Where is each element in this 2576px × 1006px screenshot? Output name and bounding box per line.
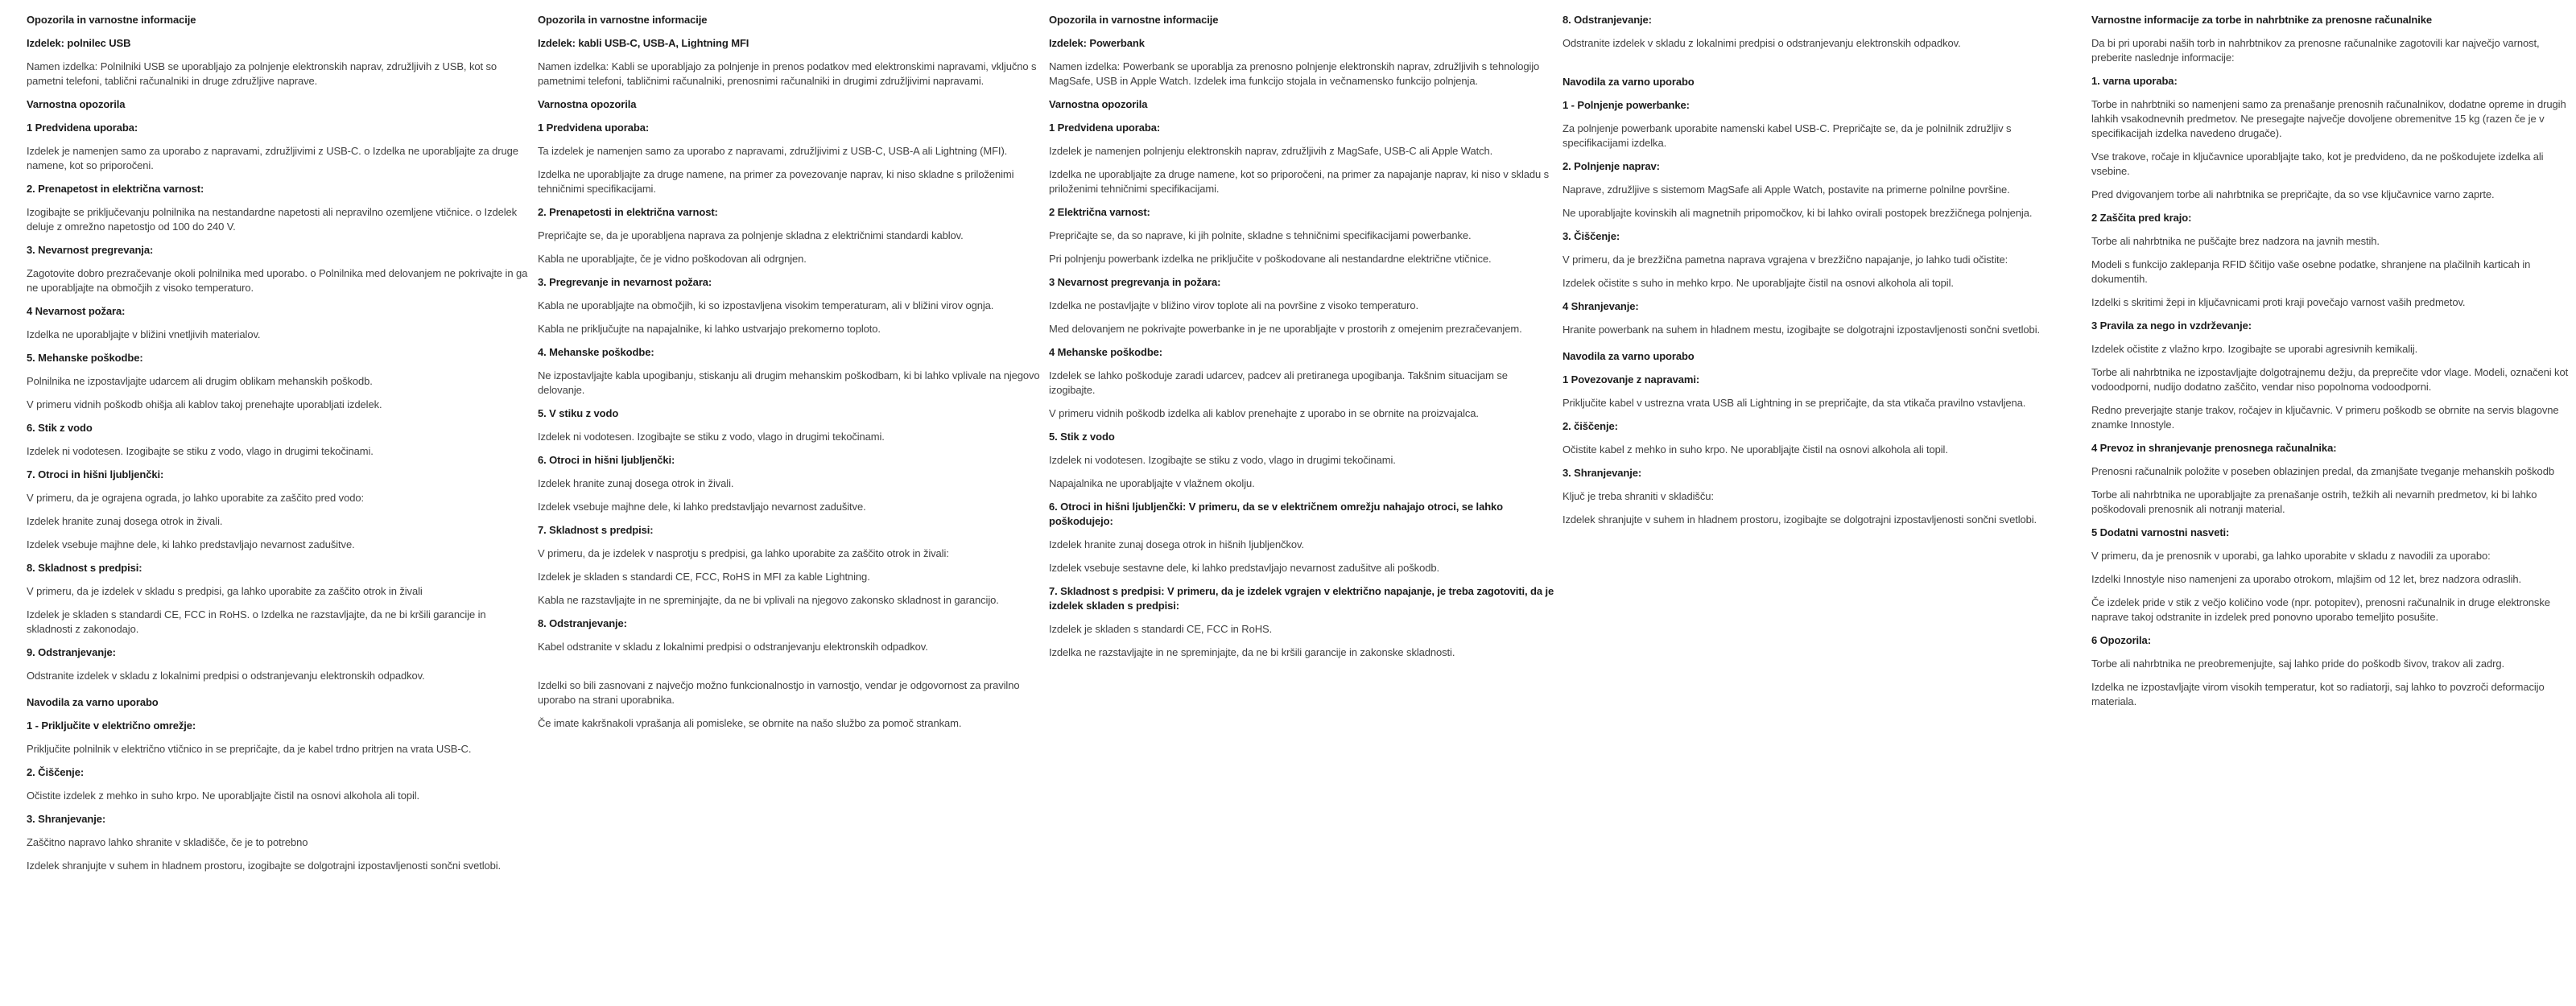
paragraph: V primeru, da je izdelek v nasprotju s predpisi, ga lahko uporabite za zaščito otrok in živali: bbox=[538, 547, 949, 559]
paragraph: Izdelek hranite zunaj dosega otrok in živali. bbox=[27, 515, 223, 527]
paragraph: Izdelek vsebuje majhne dele, ki lahko predstavljajo nevarnost zadušitve. bbox=[538, 501, 866, 513]
paragraph: Torbe ali nahrbtnika ne puščajte brez nadzora na javnih mestih. bbox=[2091, 235, 2380, 247]
paragraph: Izdelka ne uporabljajte za druge namene, na primer za povezovanje naprav, ki niso skladne s priloženimi tehničnimi specifikacijami. bbox=[538, 168, 1014, 195]
section-heading: 2. čiščenje: bbox=[1563, 420, 1618, 432]
paragraph: Ključ je treba shraniti v skladišču: bbox=[1563, 490, 1714, 502]
section-heading: 7. Otroci in hišni ljubljenčki: bbox=[27, 468, 164, 480]
paragraph: Med delovanjem ne pokrivajte powerbanke in je ne uporabljajte v prostorih z omejenim prezračevanjem. bbox=[1049, 323, 1522, 335]
paragraph: Namen izdelka: Polnilniki USB se uporabljajo za polnjenje elektronskih naprav, združljivih z USB, kot so pametni telefoni, tablični računalniki in druge združljive naprave. bbox=[27, 60, 497, 87]
section-heading: 5. V stiku z vodo bbox=[538, 407, 619, 419]
paragraph: Kabla ne uporabljajte, če je vidno poškodovan ali odrgnjen. bbox=[538, 253, 807, 265]
paragraph: Izdelek shranjujte v suhem in hladnem prostoru, izogibajte se dolgotrajni izpostavljenosti sončni svetlobi. bbox=[1563, 513, 2037, 526]
paragraph: Očistite izdelek z mehko in suho krpo. Ne uporabljajte čistil na osnovi alkohola ali topil. bbox=[27, 790, 420, 802]
paragraph: Izdelka ne razstavljajte in ne spreminjajte, da ne bi kršili garancije in zakonske skladnosti. bbox=[1049, 646, 1455, 658]
paragraph: Ne uporabljajte kovinskih ali magnetnih pripomočkov, ki bi lahko ovirali postopek brezžičnega polnjenja. bbox=[1563, 207, 2033, 219]
paragraph: Prepričajte se, da je uporabljena naprava za polnjenje skladna z električnimi standardi kablov. bbox=[538, 229, 964, 241]
paragraph: V primeru, da je prenosnik v uporabi, ga lahko uporabite v skladu z navodili za uporabo: bbox=[2091, 550, 2491, 562]
paragraph: Če izdelek pride v stik z večjo količino vode (npr. potopitev), prenosni računalnik in druge elektronske naprave takoj odstranite in izdelek pred ponovno uporabo temeljito posušite. bbox=[2091, 596, 2550, 623]
paragraph: Izdelek ni vodotesen. Izogibajte se stiku z vodo, vlago in drugimi tekočinami. bbox=[27, 445, 374, 457]
paragraph: Izdelek hranite zunaj dosega otrok in hišnih ljubljenčkov. bbox=[1049, 538, 1304, 550]
paragraph: Napajalnika ne uporabljajte v vlažnem okolju. bbox=[1049, 477, 1255, 489]
paragraph: Torbe in nahrbtniki so namenjeni samo za prenašanje prenosnih računalnikov, dodatne opreme in drugih lahkih vsakodnevnih predmetov. Ne presegajte največje dovoljene obremenitve 15 kg (razen če je v specifikacijah izdelka navedeno drugače). bbox=[2091, 98, 2566, 139]
paragraph: Ta izdelek je namenjen samo za uporabo z napravami, združljivimi z USB-C, USB-A ali Lightning (MFI). bbox=[538, 145, 1008, 157]
section-heading: 1 Povezovanje z napravami: bbox=[1563, 373, 1700, 385]
paragraph: Priključite kabel v ustrezna vrata USB ali Lightning in se prepričajte, da sta vtikača pravilno vstavljena. bbox=[1563, 397, 2026, 409]
paragraph: V primeru, da je brezžična pametna naprava vgrajena v brezžično napajanje, jo lahko tudi očistite: bbox=[1563, 254, 2008, 266]
paragraph: Odstranite izdelek v skladu z lokalnimi predpisi o odstranjevanju elektronskih odpadkov. bbox=[1563, 37, 1961, 49]
section-heading: 1 - Polnjenje powerbanke: bbox=[1563, 99, 1690, 111]
paragraph: Prepričajte se, da so naprave, ki jih polnite, skladne s tehničnimi specifikacijami powerbanke. bbox=[1049, 229, 1472, 241]
section-heading: 4 Mehanske poškodbe: bbox=[1049, 346, 1163, 358]
paragraph: Redno preverjajte stanje trakov, ročajev in ključavnic. V primeru poškodb se obrnite na servis blagovne znamke Innostyle. bbox=[2091, 404, 2559, 431]
paragraph: Hranite powerbank na suhem in hladnem mestu, izogibajte se dolgotrajni izpostavljenosti sončni svetlobi. bbox=[1563, 324, 2040, 336]
section-heading: 2 Električna varnost: bbox=[1049, 206, 1150, 218]
paragraph: Kabla ne uporabljajte na območjih, ki so izpostavljena visokim temperaturam, ali v bližini virov ognja. bbox=[538, 299, 994, 311]
section-heading: 1 Predvidena uporaba: bbox=[1049, 122, 1161, 134]
paragraph: Kabel odstranite v skladu z lokalnimi predpisi o odstranjevanju elektronskih odpadkov. bbox=[538, 641, 928, 653]
column-cables-safety bbox=[538, 13, 1045, 740]
paragraph: Izdelek se lahko poškoduje zaradi udarcev, padcev ali pretiranega upogibanja. Takšnim situacijam se izogibajte. bbox=[1049, 369, 1508, 396]
section-heading: Varnostne informacije za torbe in nahrbtnike za prenosne računalnike bbox=[2091, 14, 2433, 26]
section-heading: Izdelek: kabli USB-C, USB-A, Lightning MFI bbox=[538, 37, 749, 49]
paragraph: V primeru vidnih poškodb ohišja ali kablov takoj prenehajte uporabljati izdelek. bbox=[27, 398, 382, 410]
section-heading: 1. varna uporaba: bbox=[2091, 75, 2178, 87]
section-heading: 3. Nevarnost pregrevanja: bbox=[27, 244, 154, 256]
section-heading: 5 Dodatni varnostni nasveti: bbox=[2091, 526, 2230, 538]
paragraph: Izdelek očistite s suho in mehko krpo. Ne uporabljajte čistil na osnovi alkohola ali topil. bbox=[1563, 277, 1954, 289]
paragraph: Modeli s funkcijo zaklepanja RFID ščitijo vaše osebne podatke, shranjene na plačilnih karticah in dokumentih. bbox=[2091, 258, 2531, 285]
paragraph: Izogibajte se priključevanju polnilnika na nestandardne napetosti ali nepravilno ozemljene vtičnice. o Izdelek deluje z omrežno napetostjo od 100 do 240 V. bbox=[27, 206, 518, 233]
section-heading: 2. Čiščenje: bbox=[27, 766, 85, 778]
section-heading: 3 Nevarnost pregrevanja in požara: bbox=[1049, 276, 1221, 288]
section-heading: Navodila za varno uporabo bbox=[1563, 350, 1695, 362]
paragraph: Zagotovite dobro prezračevanje okoli polnilnika med uporabo. o Polnilnika med delovanjem ne pokrivajte in ga ne uporabljajte na območjih z visoko temperaturo. bbox=[27, 267, 528, 294]
paragraph: Izdelek je skladen s standardi CE, FCC in RoHS. bbox=[1049, 623, 1273, 635]
paragraph: Kabla ne priključujte na napajalnike, ki lahko ustvarjajo prekomerno toploto. bbox=[538, 323, 881, 335]
paragraph: Izdelka ne uporabljajte v bližini vnetljivih materialov. bbox=[27, 328, 261, 340]
paragraph: Izdelki s skritimi žepi in ključavnicami proti kraji povečajo varnost vaših predmetov. bbox=[2091, 296, 2466, 308]
paragraph: Ne izpostavljajte kabla upogibanju, stiskanju ali drugim mehanskim poškodbam, ki bi lahko vplivale na njegovo delovanje. bbox=[538, 369, 1040, 396]
section-heading: Izdelek: polnilec USB bbox=[27, 37, 131, 49]
column-powerbank-safety bbox=[1049, 13, 1556, 669]
section-heading: Navodila za varno uporabo bbox=[27, 696, 159, 708]
paragraph: Naprave, združljive s sistemom MagSafe ali Apple Watch, postavite na primerne polnilne površine. bbox=[1563, 183, 2010, 196]
section-heading: 4 Shranjevanje: bbox=[1563, 300, 1639, 312]
paragraph: Torbe ali nahrbtnika ne preobremenjujte, saj lahko pride do poškodb šivov, trakov ali zadrg. bbox=[2091, 658, 2505, 670]
paragraph: Izdelek ni vodotesen. Izogibajte se stiku z vodo, vlago in drugimi tekočinami. bbox=[538, 431, 885, 443]
section-heading: 3. Shranjevanje: bbox=[1563, 467, 1642, 479]
paragraph: Izdelek je skladen s standardi CE, FCC, RoHS in MFI za kable Lightning. bbox=[538, 571, 870, 583]
section-heading: 1 - Priključite v električno omrežje: bbox=[27, 719, 196, 732]
section-heading: Opozorila in varnostne informacije bbox=[1049, 14, 1219, 26]
paragraph: V primeru, da je ograjena ograda, jo lahko uporabite za zaščito pred vodo: bbox=[27, 492, 364, 504]
section-heading: 6 Opozorila: bbox=[2091, 634, 2151, 646]
section-heading: 6. Otroci in hišni ljubljenčki: bbox=[538, 454, 675, 466]
section-heading: 2. Prenapetost in električna varnost: bbox=[27, 183, 204, 195]
paragraph: Izdelek vsebuje sestavne dele, ki lahko predstavljajo nevarnost zadušitve ali poškodb. bbox=[1049, 562, 1439, 574]
section-heading: 3 Pravila za nego in vzdrževanje: bbox=[2091, 320, 2252, 332]
column-laptop-bags-safety bbox=[2091, 13, 2574, 718]
paragraph: V primeru, da je izdelek v skladu s predpisi, ga lahko uporabite za zaščito otrok in živali bbox=[27, 585, 423, 597]
section-heading: 8. Odstranjevanje: bbox=[538, 617, 627, 629]
paragraph: Izdelek ni vodotesen. Izogibajte se stiku z vodo, vlago in drugimi tekočinami. bbox=[1049, 454, 1396, 466]
section-heading: 2 Zaščita pred krajo: bbox=[2091, 212, 2192, 224]
paragraph: Kabla ne razstavljajte in ne spreminjajte, da ne bi vplivali na njegovo zakonsko skladnost in garancijo. bbox=[538, 594, 999, 606]
section-heading: Varnostna opozorila bbox=[27, 98, 126, 110]
paragraph: Izdelki so bili zasnovani z največjo možno funkcionalnostjo in varnostjo, vendar je odgovornost za pravilno uporabo na strani uporabnika. bbox=[538, 679, 1020, 706]
paragraph: Da bi pri uporabi naših torb in nahrbtnikov za prenosne računalnike zagotovili kar največjo varnost, preberite naslednje informacije: bbox=[2091, 37, 2540, 64]
section-heading: 4 Prevoz in shranjevanje prenosnega računalnika: bbox=[2091, 442, 2337, 454]
paragraph: Za polnjenje powerbank uporabite namenski kabel USB-C. Prepričajte se, da je polnilnik združljiv s specifikacijami izdelka. bbox=[1563, 122, 2012, 149]
section-heading: 4 Nevarnost požara: bbox=[27, 305, 126, 317]
paragraph: Izdelka ne postavljajte v bližino virov toplote ali na površine z visoko temperaturo. bbox=[1049, 299, 1419, 311]
paragraph: Pri polnjenju powerbank izdelka ne priključite v poškodovane ali nestandardne električne vtičnice. bbox=[1049, 253, 1492, 265]
section-heading: 5. Mehanske poškodbe: bbox=[27, 352, 143, 364]
column-powerbank-usage bbox=[1563, 13, 2070, 536]
section-heading: 2. Prenapetosti in električna varnost: bbox=[538, 206, 718, 218]
section-heading: 1 Predvidena uporaba: bbox=[27, 122, 138, 134]
section-heading: 7. Skladnost s predpisi: bbox=[538, 524, 654, 536]
section-heading: 1 Predvidena uporaba: bbox=[538, 122, 650, 134]
section-heading: 6. Otroci in hišni ljubljenčki: V primeru, da se v električnem omrežju nahajajo otroci, se lahko poškodujejo: bbox=[1049, 501, 1504, 527]
paragraph: Izdelek očistite z vlažno krpo. Izogibajte se uporabi agresivnih kemikalij. bbox=[2091, 343, 2418, 355]
paragraph: Če imate kakršnakoli vprašanja ali pomisleke, se obrnite na našo službo za pomoč strankam. bbox=[538, 717, 962, 729]
paragraph: Izdelek je skladen s standardi CE, FCC in RoHS. o Izdelka ne razstavljajte, da ne bi kršili garancije in skladnosti z zakonodajo. bbox=[27, 608, 486, 635]
paragraph: Izdelek shranjujte v suhem in hladnem prostoru, izogibajte se dolgotrajni izpostavljenosti sončni svetlobi. bbox=[27, 860, 502, 872]
section-heading: 3. Čiščenje: bbox=[1563, 230, 1620, 242]
paragraph: Izdelek vsebuje majhne dele, ki lahko predstavljajo nevarnost zadušitve. bbox=[27, 538, 355, 550]
section-heading: 8. Odstranjevanje: bbox=[1563, 14, 1652, 26]
paragraph: Izdelki Innostyle niso namenjeni za uporabo otrokom, mlajšim od 12 let, brez nadzora odraslih. bbox=[2091, 573, 2521, 585]
paragraph: Očistite kabel z mehko in suho krpo. Ne uporabljajte čistil na osnovi alkohola ali topil. bbox=[1563, 443, 1948, 456]
paragraph: Zaščitno napravo lahko shranite v skladišče, če je to potrebno bbox=[27, 836, 308, 848]
section-heading: 5. Stik z vodo bbox=[1049, 431, 1115, 443]
section-heading: Opozorila in varnostne informacije bbox=[27, 14, 196, 26]
paragraph: Odstranite izdelek v skladu z lokalnimi predpisi o odstranjevanju elektronskih odpadkov. bbox=[27, 670, 425, 682]
paragraph: Izdelek je namenjen samo za uporabo z napravami, združljivimi z USB-C. o Izdelka ne uporabljajte za druge namene, kot so priporočeni. bbox=[27, 145, 518, 171]
paragraph: Priključite polnilnik v električno vtičnico in se prepričajte, da je kabel trdno pritrjen na vrata USB-C. bbox=[27, 743, 472, 755]
paragraph: Prenosni računalnik položite v poseben oblazinjen predal, da zmanjšate tveganje mehanskih poškodb bbox=[2091, 465, 2554, 477]
section-heading: 2. Polnjenje naprav: bbox=[1563, 160, 1660, 172]
section-heading: 8. Skladnost s predpisi: bbox=[27, 562, 142, 574]
section-heading: 6. Stik z vodo bbox=[27, 422, 93, 434]
section-heading: Varnostna opozorila bbox=[538, 98, 637, 110]
section-heading: Varnostna opozorila bbox=[1049, 98, 1148, 110]
paragraph: Izdelka ne izpostavljajte virom visokih temperatur, kot so radiatorji, saj lahko to povzroči deformacijo materiala. bbox=[2091, 681, 2545, 707]
column-usb-charger-safety bbox=[27, 13, 534, 882]
section-heading: Opozorila in varnostne informacije bbox=[538, 14, 708, 26]
paragraph: Namen izdelka: Kabli se uporabljajo za polnjenje in prenos podatkov med elektronskimi napravami, vključno s pametnimi telefoni, tabličnimi računalniki, prenosnimi računalniki in drugimi združljivimi napravami. bbox=[538, 60, 1037, 87]
section-heading: Navodila za varno uporabo bbox=[1563, 76, 1695, 88]
paragraph: Torbe ali nahrbtnika ne uporabljajte za prenašanje ostrih, težkih ali nevarnih predmetov, ki bi lahko poškodovali prenosnik ali notranji material. bbox=[2091, 489, 2537, 515]
section-heading: 7. Skladnost s predpisi: V primeru, da je izdelek vgrajen v električno napajanje, je treba zagotoviti, da je izdelek skladen s predpisi: bbox=[1049, 585, 1554, 612]
section-heading: 9. Odstranjevanje: bbox=[27, 646, 116, 658]
paragraph: Izdelka ne uporabljajte za druge namene, kot so priporočeni, na primer za napajanje naprav, ki niso v skladu s priloženimi tehničnimi specifikacijami. bbox=[1049, 168, 1550, 195]
section-heading: 3. Pregrevanje in nevarnost požara: bbox=[538, 276, 712, 288]
paragraph: Izdelek hranite zunaj dosega otrok in živali. bbox=[538, 477, 734, 489]
paragraph: Vse trakove, ročaje in ključavnice uporabljajte tako, kot je predvideno, da ne poškodujete izdelka ali vsebine. bbox=[2091, 150, 2544, 177]
paragraph: Torbe ali nahrbtnika ne izpostavljajte dolgotrajnemu dežju, da preprečite vdor vlage. Modeli, označeni kot vodoodporni, nudijo dodatno zaščito, vendar niso popolnoma vodoodporni. bbox=[2091, 366, 2569, 393]
paragraph: V primeru vidnih poškodb izdelka ali kablov prenehajte z uporabo in se obrnite na proizvajalca. bbox=[1049, 407, 1479, 419]
section-heading: 4. Mehanske poškodbe: bbox=[538, 346, 654, 358]
section-heading: Izdelek: Powerbank bbox=[1049, 37, 1145, 49]
paragraph: Izdelek je namenjen polnjenju elektronskih naprav, združljivih z MagSafe, USB-C ali Apple Watch. bbox=[1049, 145, 1493, 157]
paragraph: Namen izdelka: Powerbank se uporablja za prenosno polnjenje elektronskih naprav, združljivih s tehnologijo MagSafe, USB in Apple Watch. Izdelek ima funkcijo stojala in večnamensko funkcijo polnjenja. bbox=[1049, 60, 1540, 87]
paragraph: Polnilnika ne izpostavljajte udarcem ali drugim oblikam mehanskih poškodb. bbox=[27, 375, 373, 387]
section-heading: 3. Shranjevanje: bbox=[27, 813, 106, 825]
paragraph: Pred dvigovanjem torbe ali nahrbtnika se prepričajte, da so vse ključavnice varno zaprte. bbox=[2091, 188, 2495, 200]
